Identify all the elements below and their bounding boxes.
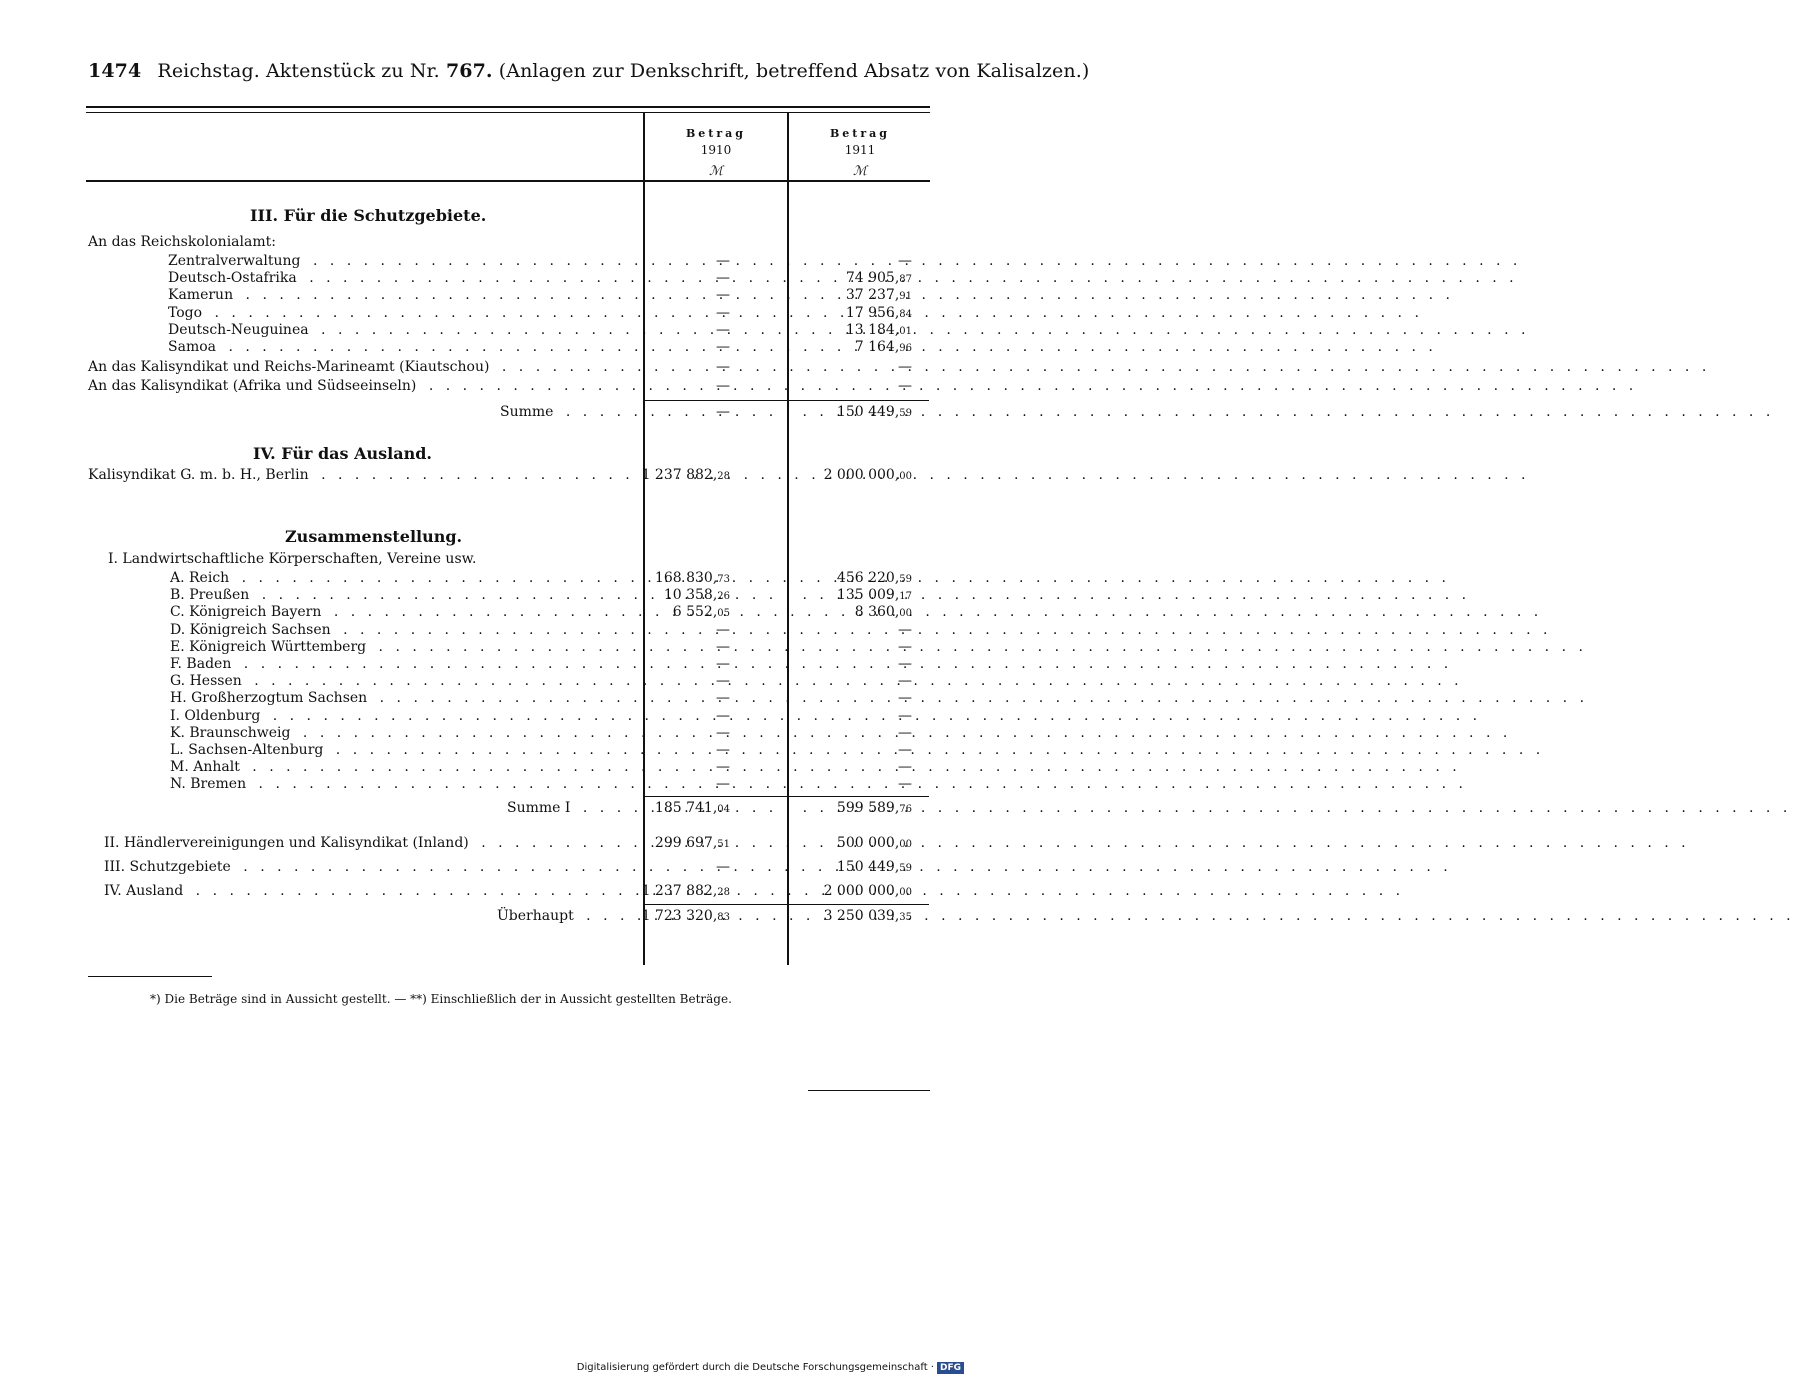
sum-row [0, 800, 1000, 817]
value-1910: 299 697,51 [654, 835, 730, 851]
row-label: III. Schutzgebiete [104, 859, 235, 875]
column-header-1910 [645, 126, 787, 180]
row-label: An das Kalisyndikat (Afrika und Südseeinseln) [88, 378, 420, 394]
value-1910: — [716, 287, 730, 304]
value-1910: 185 741,04 [654, 800, 730, 816]
row-label: IV. Ausland [104, 883, 187, 899]
table-row [0, 287, 1000, 304]
table-row [0, 639, 1000, 656]
table-row [0, 690, 1000, 707]
total-rule [789, 904, 929, 905]
value-1911: — [898, 776, 912, 793]
row-label: Deutsch-Neuguinea [168, 322, 313, 338]
value-1910: — [716, 404, 730, 420]
column-year: 1911 [844, 143, 876, 157]
value-1910: 6 552,05 [672, 604, 730, 621]
sum-label: Summe I [507, 800, 574, 816]
table-row [0, 883, 1000, 900]
section-heading: IV. Für das Ausland. [253, 444, 432, 463]
row-label: L. Sachsen-Altenburg [170, 742, 327, 758]
value-1910: — [716, 724, 730, 741]
table-row [0, 604, 1000, 621]
dfg-logo: DFG [937, 1362, 964, 1374]
table-row [0, 359, 1000, 376]
table-row [0, 622, 1000, 639]
table-row [0, 570, 1000, 587]
value-1911: 74 905,87 [845, 270, 912, 287]
value-1910: — [716, 690, 730, 707]
row-label: A. Reich [170, 570, 233, 586]
row-label: K. Braunschweig [170, 725, 294, 741]
value-1910: — [716, 621, 730, 638]
value-1911: — [898, 359, 912, 375]
row-label: An das Kalisyndikat und Reichs-Marineamt (Kiautschou) [88, 359, 493, 375]
footnote-rule [88, 976, 212, 977]
column-label: Betrag [830, 127, 890, 140]
value-1911: — [898, 253, 912, 269]
section-heading: III. Für die Schutzgebiete. [250, 206, 487, 225]
value-1910: 1 723 320,83 [641, 908, 730, 924]
row-label: E. Königreich Württemberg [170, 639, 370, 655]
value-1911: — [898, 742, 912, 758]
value-1910: — [716, 859, 730, 875]
table-row [0, 835, 1000, 852]
table-row [0, 673, 1000, 690]
column-header-rule [86, 180, 930, 182]
table-row [0, 742, 1000, 759]
credit-text: Digitalisierung gefördert durch die Deutsche Forschungsgemeinschaft · [576, 1362, 934, 1373]
column-header-1911 [789, 126, 931, 180]
table-row [0, 322, 1000, 339]
value-1910: — [716, 707, 730, 724]
row-label: M. Anhalt [170, 759, 244, 775]
value-1911: — [898, 759, 912, 776]
page-number: 1474 [88, 60, 142, 82]
value-1910: 168 830,73 [654, 570, 730, 586]
footnote: *) Die Beträge sind in Aussicht gestellt. — **) Einschließlich der in Aussicht gestellten Beträge. [150, 992, 732, 1006]
column-unit: ℳ [709, 164, 723, 179]
value-1911: 13 184,01 [845, 321, 912, 338]
value-1911: — [898, 707, 912, 724]
end-rule [808, 1090, 930, 1091]
value-1911: — [898, 656, 912, 672]
group-title-text: I. Landwirtschaftliche Körperschaften, Vereine usw. [108, 551, 477, 567]
row-label: Deutsch-Ostafrika [168, 270, 301, 286]
value-1911: 8 360,00 [854, 604, 912, 621]
value-1910: — [716, 359, 730, 375]
sum-label: Summe [500, 404, 557, 420]
row-label: G. Hessen [170, 673, 246, 689]
table-row [0, 339, 1000, 356]
table-row [0, 587, 1000, 604]
table-row [0, 253, 1000, 270]
section-heading: Zusammenstellung. [285, 527, 463, 546]
section-intro [88, 234, 276, 251]
value-1910: — [716, 656, 730, 672]
row-label: D. Königreich Sachsen [170, 622, 335, 638]
value-1911: 500 000,00 [836, 835, 912, 851]
digitization-credit [577, 1362, 964, 1374]
value-1910: — [716, 673, 730, 690]
row-label: C. Königreich Bayern [170, 604, 325, 620]
value-1911: 37 237,91 [845, 287, 912, 304]
value-1910: — [716, 378, 730, 394]
table-row [0, 859, 1000, 876]
value-1911: 2 000 000,00 [823, 467, 912, 483]
document-number: 767. [445, 60, 493, 82]
row-label: I. Oldenburg [170, 708, 264, 724]
value-1911: 456 220,59 [836, 570, 912, 586]
value-1910: — [716, 638, 730, 655]
sum-row [0, 404, 1000, 421]
header-subtitle: (Anlagen zur Denkschrift, betreffend Absatz von Kalisalzen.) [498, 60, 1090, 82]
total-rule [645, 904, 787, 905]
column-label: Betrag [686, 127, 746, 140]
sum-rule [789, 796, 929, 797]
table-row [0, 708, 1000, 725]
total-row [0, 908, 1000, 925]
page-header [88, 60, 1090, 82]
value-1911: 17 956,84 [845, 304, 912, 321]
value-1911: — [898, 673, 912, 690]
table-row [0, 776, 1000, 793]
row-label: Zentralverwaltung [168, 253, 305, 269]
value-1911: — [898, 638, 912, 655]
row-label: Kalisyndikat G. m. b. H., Berlin [88, 467, 313, 483]
value-1911: 150 449,59 [836, 859, 912, 875]
value-1911: 135 009,17 [836, 587, 912, 604]
row-label: Togo [168, 305, 206, 321]
column-year: 1910 [700, 143, 732, 157]
total-label: Überhaupt [497, 908, 578, 924]
sum-rule [789, 400, 929, 401]
table-row [0, 725, 1000, 742]
value-1910: — [716, 270, 730, 287]
table-row [0, 656, 1000, 673]
value-1911: 599 589,76 [836, 800, 912, 816]
column-unit: ℳ [853, 164, 867, 179]
value-1911: 2 000 000,00 [823, 883, 912, 899]
value-1910: — [716, 742, 730, 758]
table-row [0, 378, 1000, 395]
value-1911: — [898, 690, 912, 707]
row-label: II. Händlervereinigungen und Kalisyndikat (Inland) [104, 835, 473, 851]
value-1911: — [898, 724, 912, 741]
value-1910: — [716, 321, 730, 338]
value-1911: 3 250 039,35 [823, 908, 912, 924]
table-row [0, 467, 1000, 484]
row-label: B. Preußen [170, 587, 253, 603]
value-1910: 1 237 882,28 [641, 883, 730, 899]
value-1911: — [898, 378, 912, 394]
table-row [0, 270, 1000, 287]
value-1910: 10 358,26 [663, 587, 730, 604]
table-row [0, 305, 1000, 322]
header-title: Reichstag. Aktenstück zu Nr. [157, 60, 440, 82]
sum-rule [645, 400, 787, 401]
value-1911: 7 164,96 [854, 339, 912, 355]
table-row [0, 759, 1000, 776]
header-rule-thick [86, 106, 930, 108]
group-title [108, 551, 476, 568]
value-1911: — [898, 621, 912, 638]
header-rule-thin [86, 112, 930, 113]
row-label: Kamerun [168, 287, 237, 303]
value-1910: — [716, 759, 730, 776]
value-1910: — [716, 776, 730, 793]
value-1910: — [716, 339, 730, 355]
sum-rule [645, 796, 787, 797]
value-1911: 150 449,59 [836, 404, 912, 420]
row-label: N. Bremen [170, 776, 250, 792]
value-1910: — [716, 253, 730, 269]
row-label: F. Baden [170, 656, 235, 672]
row-label: H. Großherzogtum Sachsen [170, 690, 371, 706]
section-intro-text: An das Reichskolonialamt: [88, 234, 276, 250]
value-1910: 1 237 882,28 [641, 467, 730, 483]
value-1910: — [716, 304, 730, 321]
row-label: Samoa [168, 339, 220, 355]
